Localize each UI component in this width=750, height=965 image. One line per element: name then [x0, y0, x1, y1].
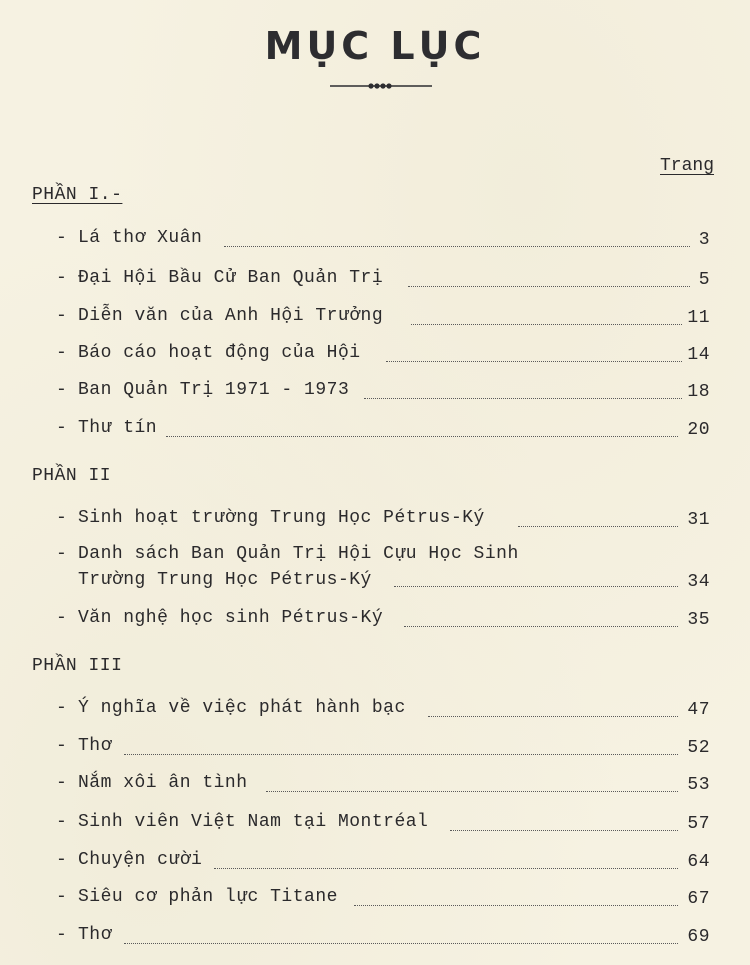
dot-leader	[404, 626, 678, 627]
entry-dash: -	[56, 773, 68, 793]
page-column-header: Trang	[660, 156, 715, 176]
entry-title: Nắm xôi ân tình	[78, 773, 248, 793]
page-title: MỤC LỤC	[264, 24, 486, 68]
entry-title-line-1: Danh sách Ban Quản Trị Hội Cựu Học Sinh	[78, 544, 519, 564]
entry-title-line-2: Trường Trung Học Pétrus-Ký	[78, 570, 372, 590]
entry-page: 3	[698, 230, 710, 250]
entry-dash: -	[56, 508, 68, 528]
toc-entry[interactable]	[56, 925, 710, 949]
toc-entry[interactable]	[56, 508, 710, 532]
toc-entry[interactable]	[56, 343, 710, 367]
entry-title: Ban Quản Trị 1971 - 1973	[78, 380, 350, 400]
entry-dash: -	[56, 418, 68, 438]
entry-dash: -	[56, 736, 68, 756]
entry-title: Thư tín	[78, 418, 158, 438]
title-ornament	[330, 81, 432, 91]
entry-dash: -	[56, 925, 68, 945]
entry-page: 11	[687, 308, 710, 328]
entry-page: 31	[687, 510, 710, 530]
entry-title: Siêu cơ phản lực Titane	[78, 887, 338, 907]
entry-page: 5	[698, 270, 710, 290]
toc-entry[interactable]	[56, 736, 710, 760]
dot-leader	[124, 754, 678, 755]
dot-leader	[408, 286, 690, 287]
section-heading-2: PHẦN II	[32, 466, 112, 486]
entry-page: 14	[687, 345, 710, 365]
toc-entry[interactable]	[56, 887, 710, 911]
entry-page: 20	[687, 420, 710, 440]
entry-dash: -	[56, 812, 68, 832]
toc-entry[interactable]	[56, 418, 710, 442]
entry-title: Báo cáo hoạt động của Hội	[78, 343, 361, 363]
entry-dash: -	[56, 698, 68, 718]
entry-title: Chuyện cười	[78, 850, 203, 870]
entry-title: Lá thơ Xuân	[78, 228, 203, 248]
toc-entry[interactable]	[56, 268, 710, 292]
entry-page: 35	[687, 610, 710, 630]
entry-dash: -	[56, 380, 68, 400]
entry-page: 69	[687, 927, 710, 947]
entry-page: 67	[687, 889, 710, 909]
entry-page: 34	[687, 572, 710, 592]
entry-dash: -	[56, 850, 68, 870]
toc-entry[interactable]	[56, 380, 710, 404]
entry-page: 18	[687, 382, 710, 402]
dot-leader	[394, 586, 678, 587]
entry-page: 52	[687, 738, 710, 758]
toc-entry[interactable]	[56, 306, 710, 330]
entry-title: Thơ	[78, 925, 112, 945]
entry-page: 53	[687, 775, 710, 795]
dot-leader	[386, 361, 682, 362]
dot-leader	[450, 830, 678, 831]
dot-leader	[354, 905, 678, 906]
entry-title: Ý nghĩa về việc phát hành bạc	[78, 698, 406, 718]
dot-leader	[214, 868, 678, 869]
entry-dash: -	[56, 343, 68, 363]
dot-leader	[166, 436, 678, 437]
entry-title: Diễn văn của Anh Hội Trưởng	[78, 306, 384, 326]
entry-page: 57	[687, 814, 710, 834]
toc-entry[interactable]	[56, 544, 710, 594]
toc-entry[interactable]	[56, 850, 710, 874]
dot-leader	[124, 943, 678, 944]
entry-dash: -	[56, 608, 68, 628]
entry-page: 47	[687, 700, 710, 720]
section-heading-1: PHẦN I.-	[32, 185, 123, 205]
entry-dash: -	[56, 887, 68, 907]
entry-title: Sinh viên Việt Nam tại Montréal	[78, 812, 429, 832]
entry-title: Đại Hội Bầu Cử Ban Quản Trị	[78, 268, 384, 288]
dot-leader	[518, 526, 678, 527]
toc-entry[interactable]	[56, 773, 710, 797]
entry-dash: -	[56, 544, 68, 564]
dot-leader	[364, 398, 682, 399]
toc-entry[interactable]	[56, 698, 710, 722]
entry-page: 64	[687, 852, 710, 872]
entry-dash: -	[56, 306, 68, 326]
entry-title: Văn nghệ học sinh Pétrus-Ký	[78, 608, 384, 628]
dot-leader	[266, 791, 678, 792]
dot-leader	[411, 324, 682, 325]
toc-entry[interactable]	[56, 228, 710, 252]
toc-entry[interactable]	[56, 812, 710, 836]
toc-entry[interactable]	[56, 608, 710, 632]
entry-title: Thơ	[78, 736, 112, 756]
dot-leader	[428, 716, 678, 717]
entry-dash: -	[56, 228, 68, 248]
section-heading-3: PHẦN III	[32, 656, 123, 676]
dot-leader	[224, 246, 690, 247]
entry-dash: -	[56, 268, 68, 288]
entry-title: Sinh hoạt trường Trung Học Pétrus-Ký	[78, 508, 485, 528]
